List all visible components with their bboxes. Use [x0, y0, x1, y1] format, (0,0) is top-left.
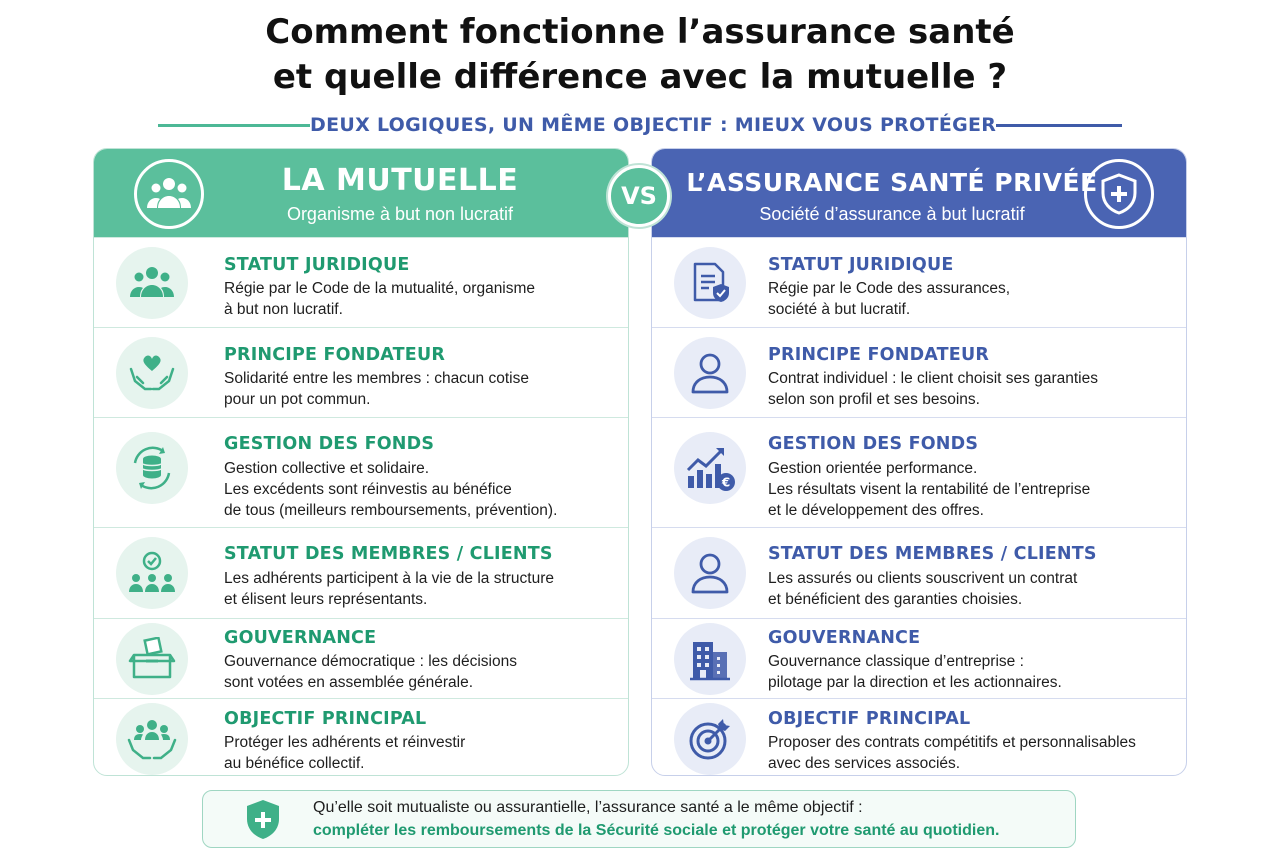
person-icon	[674, 537, 746, 609]
row-title: OBJECTIF PRINCIPAL	[768, 709, 971, 729]
row-text: Gouvernance démocratique : les décisions sont votées en assemblée générale.	[224, 653, 517, 691]
row-title: GOUVERNANCE	[768, 628, 921, 648]
panel-assurance-subtitle: Société d’assurance à but lucratif	[759, 204, 1025, 224]
hands-heart-icon	[116, 337, 188, 409]
row-title: PRINCIPE FONDATEUR	[768, 345, 990, 365]
growth-chart-euro-icon	[674, 432, 746, 504]
list-item	[652, 698, 1186, 776]
list-item	[94, 327, 628, 417]
list-item	[652, 327, 1186, 417]
row-text: Proposer des contrats compétitifs et personnalisables avec des services associés.	[768, 734, 1136, 772]
ballot-box-icon	[116, 623, 188, 695]
subtitle-line-right	[996, 124, 1122, 127]
row-text: Gestion collective et solidaire. Les excédents sont réinvestis au bénéfice de tous (meilleurs remboursements, prévention).	[224, 460, 558, 519]
panel-mutuelle	[93, 148, 629, 776]
panel-mutuelle-header	[94, 149, 628, 237]
footer-line-2: compléter les remboursements de la Sécurité sociale et protéger votre santé au quotidien.	[313, 822, 1000, 839]
people-group-icon	[116, 247, 188, 319]
row-text: Régie par le Code des assurances, société à but lucratif.	[768, 280, 1011, 318]
person-icon	[674, 337, 746, 409]
list-item	[652, 527, 1186, 618]
subtitle: DEUX LOGIQUES, UN MÊME OBJECTIF : MIEUX VOUS PROTÉGER	[310, 114, 997, 136]
panel-assurance-header	[652, 149, 1186, 237]
list-item	[94, 237, 628, 327]
row-text: Gouvernance classique d’entreprise : pilotage par la direction et les actionnaires.	[768, 653, 1062, 691]
row-title: PRINCIPE FONDATEUR	[224, 345, 446, 365]
row-title: GESTION DES FONDS	[224, 434, 435, 454]
row-title: GESTION DES FONDS	[768, 434, 979, 454]
row-text: Gestion orientée performance. Les résultats visent la rentabilité de l’entreprise et le développement des offres.	[768, 460, 1091, 519]
row-title: OBJECTIF PRINCIPAL	[224, 709, 427, 729]
list-item	[94, 417, 628, 527]
list-item	[652, 237, 1186, 327]
footer-line-1: Qu’elle soit mutualiste ou assurantielle, l’assurance santé a le même objectif :	[313, 799, 863, 816]
row-title: STATUT JURIDIQUE	[224, 255, 410, 275]
row-title: STATUT JURIDIQUE	[768, 255, 954, 275]
footer-note	[202, 790, 1076, 848]
row-title: STATUT DES MEMBRES / CLIENTS	[768, 544, 1097, 564]
row-title: STATUT DES MEMBRES / CLIENTS	[224, 544, 553, 564]
panel-assurance-title: L’ASSURANCE SANTÉ PRIVÉE	[686, 168, 1098, 197]
row-text: Régie par le Code de la mutualité, organisme à but non lucratif.	[224, 280, 536, 318]
row-text: Les adhérents participent à la vie de la structure et élisent leurs représentants.	[224, 570, 554, 608]
coins-cycle-icon	[116, 432, 188, 504]
row-text: Contrat individuel : le client choisit ses garanties selon son profil et ses besoins.	[768, 370, 1098, 408]
document-shield-icon	[674, 247, 746, 319]
row-title: GOUVERNANCE	[224, 628, 377, 648]
list-item	[652, 417, 1186, 527]
svg-text:€: €	[721, 475, 731, 490]
title-line-1: Comment fonctionne l’assurance santé	[265, 12, 1015, 52]
title-line-2: et quelle différence avec la mutuelle ?	[272, 57, 1008, 97]
members-check-icon	[116, 537, 188, 609]
subtitle-line-left	[158, 124, 310, 127]
vs-badge: VS	[608, 165, 670, 227]
building-icon	[674, 623, 746, 695]
list-item	[94, 698, 628, 776]
row-text: Les assurés ou clients souscrivent un contrat et bénéficient des garanties choisies.	[768, 570, 1078, 608]
panel-assurance	[651, 148, 1187, 776]
list-item	[94, 618, 628, 698]
page-title	[0, 10, 1280, 100]
subtitle-row	[158, 112, 1122, 138]
shield-plus-icon	[243, 797, 283, 848]
shield-plus-icon	[1084, 159, 1154, 229]
row-text: Solidarité entre les membres : chacun cotise pour un pot commun.	[224, 370, 529, 408]
target-icon	[674, 703, 746, 775]
row-text: Protéger les adhérents et réinvestir au bénéfice collectif.	[224, 734, 466, 772]
hands-people-icon	[116, 703, 188, 775]
list-item	[94, 527, 628, 618]
panel-mutuelle-subtitle: Organisme à but non lucratif	[286, 204, 514, 224]
list-item	[652, 618, 1186, 698]
panel-mutuelle-title: LA MUTUELLE	[281, 163, 519, 198]
